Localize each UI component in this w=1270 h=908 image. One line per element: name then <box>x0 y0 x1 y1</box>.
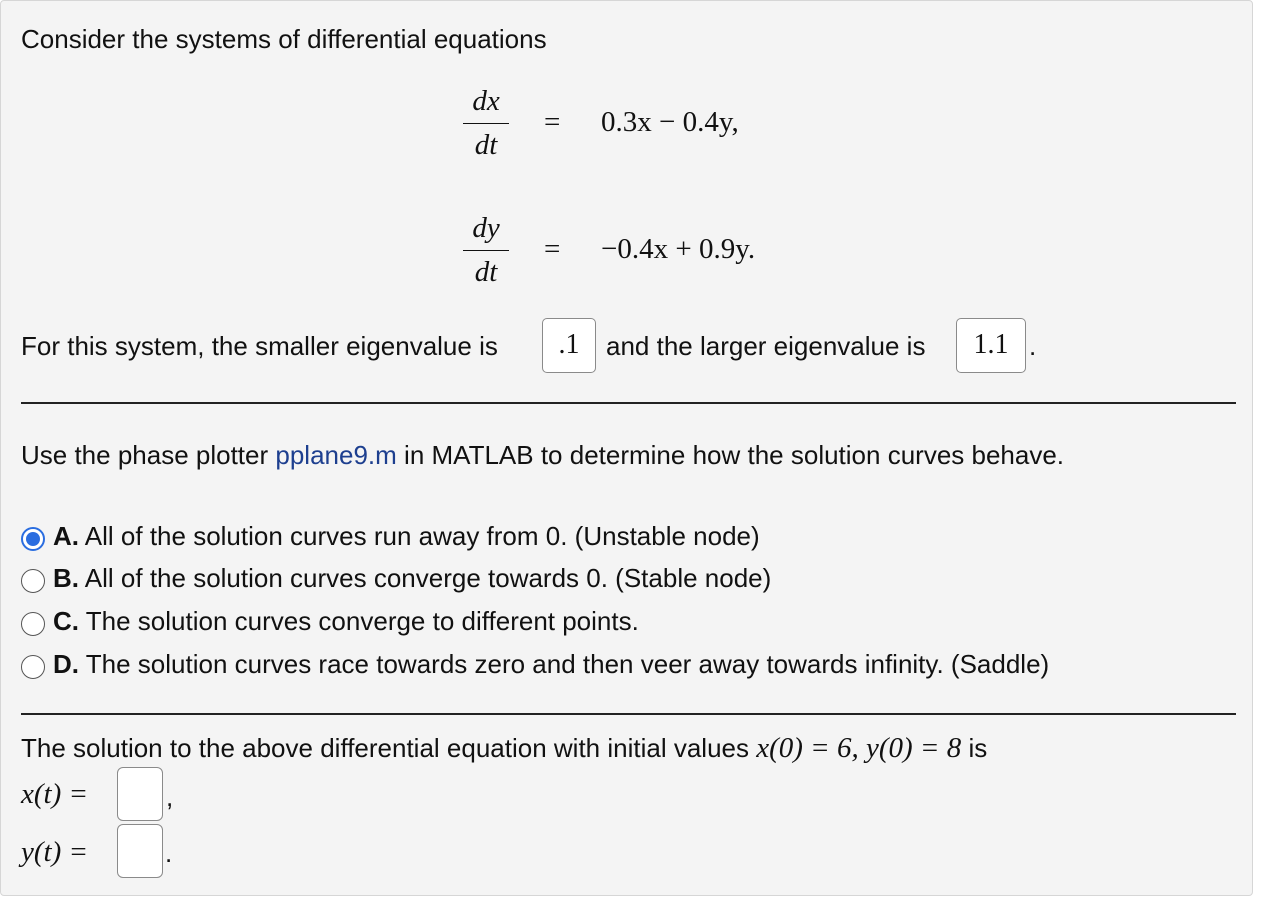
y-trailing-period: . <box>165 838 173 868</box>
option-text: The solution curves converge to different points. <box>85 606 639 636</box>
option-letter: D. <box>53 649 79 679</box>
solution-prefix: The solution to the above differential equation with initial values <box>21 733 749 763</box>
fraction-bar <box>463 250 509 251</box>
derivative-dy-dt <box>463 211 509 289</box>
option-c-radio[interactable] <box>21 612 45 636</box>
option-a[interactable] <box>53 520 760 552</box>
equation-rhs: −0.4x + 0.9y. <box>601 233 756 265</box>
initial-conditions: x(0) = 6, y(0) = 8 <box>756 732 962 764</box>
option-a-radio[interactable] <box>21 527 45 551</box>
phase-before: Use the phase plotter <box>21 440 269 470</box>
y-solution-field[interactable] <box>117 824 163 878</box>
y-label: y(t) = <box>21 836 89 868</box>
derivative-dx-dt <box>463 84 509 162</box>
divider <box>21 713 1236 715</box>
option-letter: C. <box>53 606 79 636</box>
equation-rhs: 0.3x − 0.4y, <box>601 106 739 138</box>
equals-sign: = <box>544 233 561 265</box>
solution-suffix: is <box>968 733 988 763</box>
option-c[interactable] <box>53 605 639 637</box>
phase-after: in MATLAB to determine how the solution curves behave. <box>404 440 1065 470</box>
option-b-radio[interactable] <box>21 569 45 593</box>
eigen-suffix: . <box>1029 331 1037 361</box>
intro-text: Consider the systems of differential equations <box>21 24 547 54</box>
option-text: All of the solution curves run away from 0. (Unstable node) <box>84 521 760 551</box>
fraction-denominator: dt <box>474 256 498 288</box>
x-solution-field[interactable] <box>117 767 163 821</box>
eigen-middle: and the larger eigenvalue is <box>606 331 926 361</box>
option-text: All of the solution curves converge towards 0. (Stable node) <box>84 563 772 593</box>
option-d-radio[interactable] <box>21 655 45 679</box>
fraction-denominator: dt <box>474 129 498 161</box>
smaller-eigenvalue-field[interactable]: .1 <box>542 318 596 373</box>
pplane-link[interactable]: pplane9.m <box>275 440 397 470</box>
x-trailing-comma: , <box>166 782 174 812</box>
divider <box>21 402 1236 404</box>
option-text: The solution curves race towards zero and then veer away towards infinity. (Saddle) <box>85 649 1050 679</box>
fraction-numerator: dx <box>472 85 500 117</box>
option-letter: A. <box>53 521 79 551</box>
equals-sign: = <box>544 106 561 138</box>
solution-prompt <box>21 732 987 764</box>
larger-eigenvalue-field[interactable]: 1.1 <box>956 318 1026 373</box>
option-d[interactable] <box>53 648 1049 680</box>
phase-instruction <box>21 439 1064 471</box>
fraction-bar <box>463 123 509 124</box>
option-letter: B. <box>53 563 79 593</box>
option-b[interactable] <box>53 562 771 594</box>
eigen-prefix: For this system, the smaller eigenvalue is <box>21 331 498 361</box>
fraction-numerator: dy <box>472 212 500 244</box>
x-label: x(t) = <box>21 778 89 810</box>
